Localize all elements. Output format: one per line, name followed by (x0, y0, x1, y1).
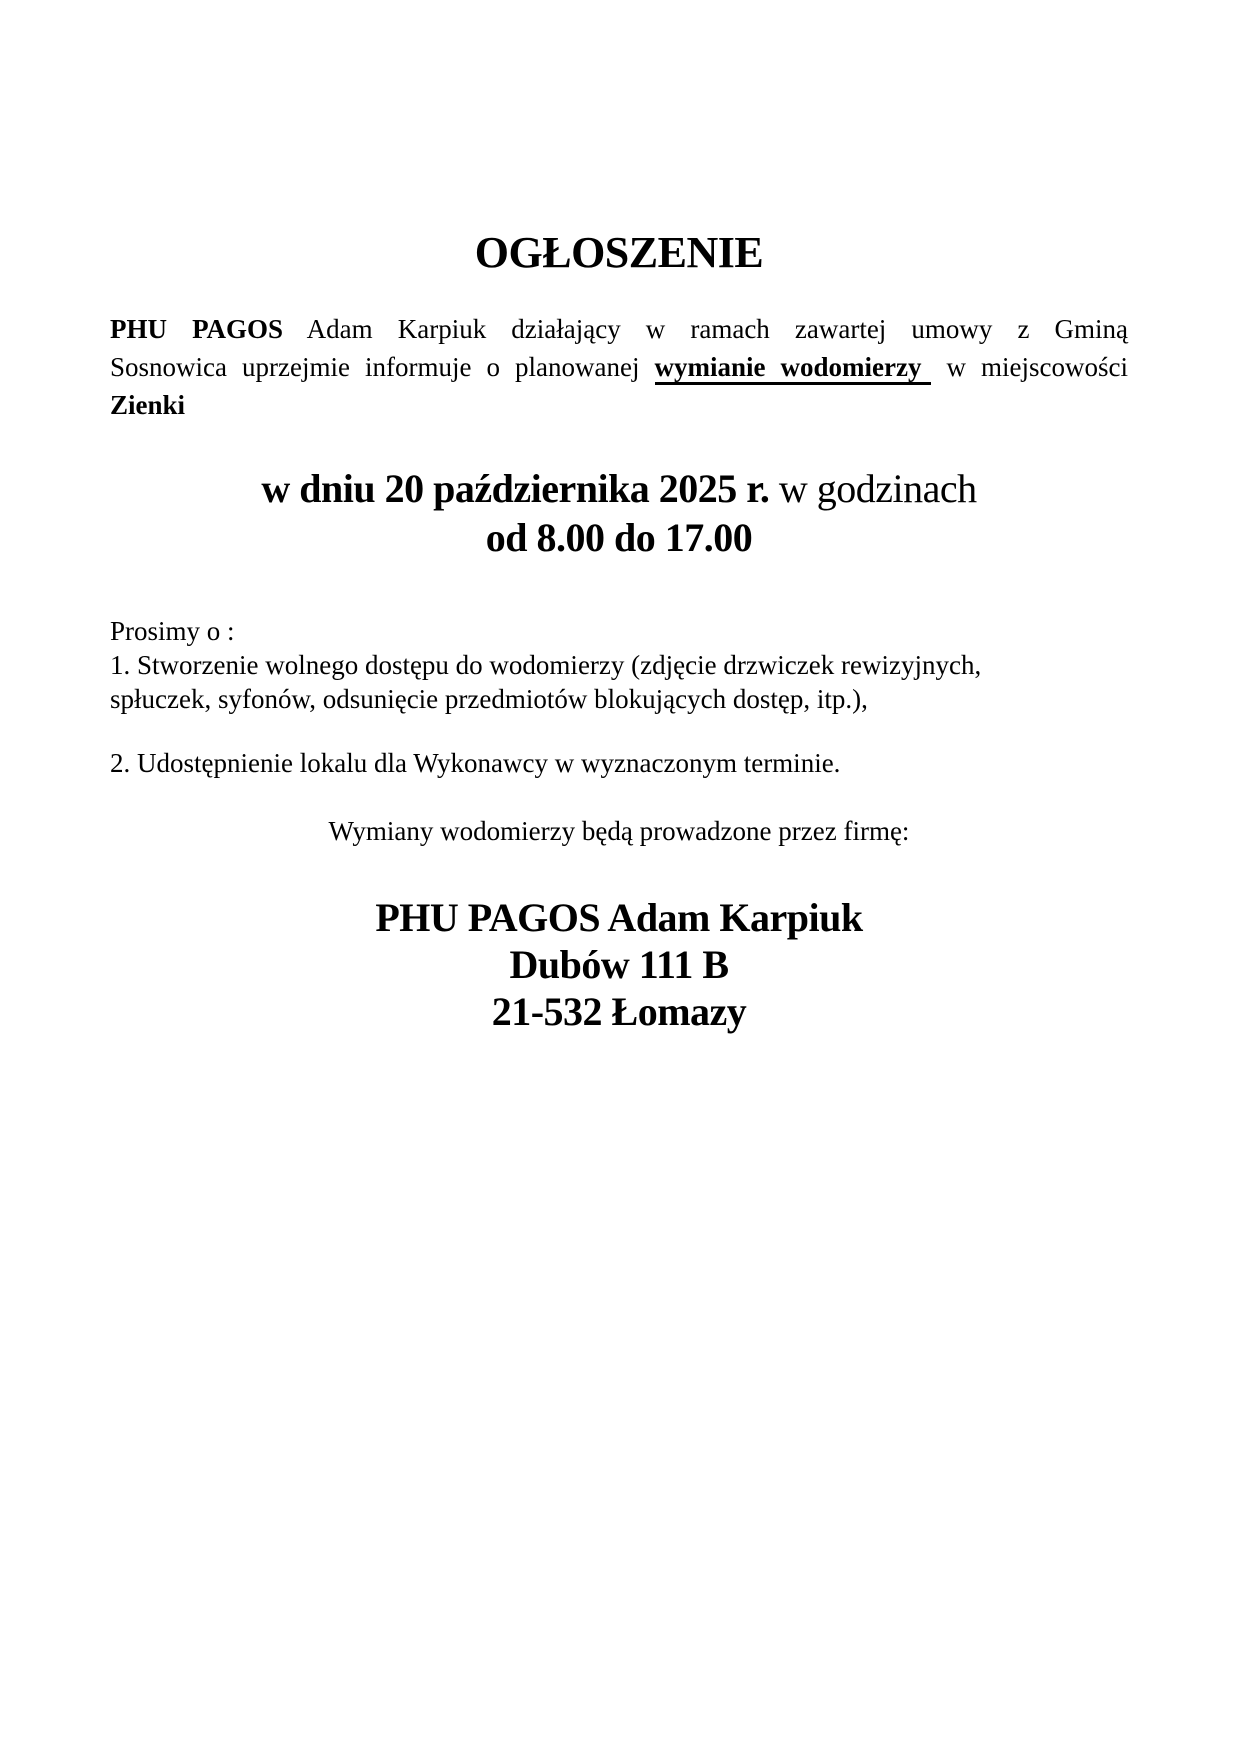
request-item-1-line-1: 1. Stworzenie wolnego dostępu do wodomierzy (zdjęcie drzwiczek rewizyjnych, (110, 650, 982, 680)
contractor-block (110, 894, 1128, 1035)
schedule-date-rest: w godzinach (778, 466, 977, 511)
requests-intro: Prosimy o : (110, 616, 235, 646)
contractor-address-city: 21-532 Łomazy (491, 989, 747, 1034)
location-name: Zienki (110, 390, 186, 420)
contractor-address-street: Dubów 111 B (509, 942, 729, 987)
company-name-bold: PHU PAGOS (110, 314, 284, 344)
schedule-hours: od 8.00 do 17.00 (485, 515, 753, 560)
intro-line2-text: Sosnowica uprzejmie informuje o planowanej (110, 352, 640, 382)
page-title: OGŁOSZENIE (474, 228, 764, 277)
schedule-date-bold: w dniu 20 października 2025 r. (261, 466, 770, 511)
intro-line2-tail: w miejscowości (946, 352, 1129, 382)
intro-paragraph (110, 310, 1128, 424)
request-item-1-line-2: spłuczek, syfonów, odsunięcie przedmiotów blokujących dostęp, itp.), (110, 684, 868, 714)
schedule-heading (110, 464, 1128, 562)
request-item-2: 2. Udostępnienie lokalu dla Wykonawcy w wyznaczonym terminie. (110, 748, 841, 778)
underlined-phrase: wymianie wodomierzy (655, 352, 932, 385)
contractor-name: PHU PAGOS Adam Karpiuk (375, 895, 863, 940)
intro-line-2 (110, 348, 1128, 386)
schedule-date-line (110, 464, 1128, 513)
intro-line1-text: Adam Karpiuk działający w ramach zawartej umowy z Gminą (306, 314, 1128, 344)
contractor-note: Wymiany wodomierzy będą prowadzone przez firmę: (328, 816, 910, 846)
intro-line-1 (110, 310, 1128, 348)
requests-section (110, 614, 1128, 780)
